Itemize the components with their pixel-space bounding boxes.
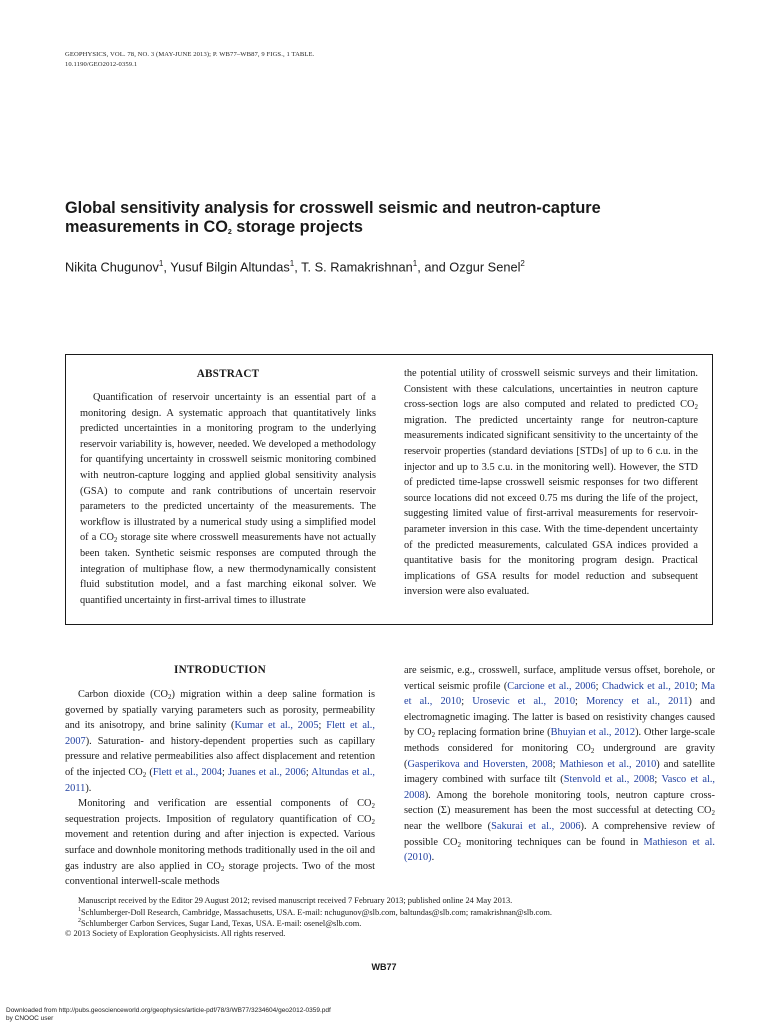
text: near the wellbore ( <box>404 820 492 832</box>
abstract-text: storage site where crosswell measurements have not actually been taken. Synthetic seismic responses are computed through the integration of multiphase flow, a new thermodynamically consistent fluid substitution model, and a fast marching eikonal solver. We quantified uncertainty in first-arrival times to illustrate <box>80 532 376 606</box>
text: ; <box>222 766 229 778</box>
citation-link[interactable]: Flett et al., 2007 <box>65 720 375 747</box>
footnote-text: Schlumberger-Doll Research, Cambridge, Massachusetts, USA. E-mail: nchugunov@slb.com, baltundas@slb.com; ramakrishnan@slb.com. <box>81 907 553 917</box>
subscript: 2 <box>431 731 436 740</box>
text: ; <box>461 696 473 708</box>
abstract-text: Quantification of reservoir uncertainty is an essential part of a monitoring design. A systematic approach that quantitatively links predicted uncertainties in a monitoring program to the underlying reservoir variability is, however, needed. We developed a methodology for quantifying uncertainty in crosswell seismic monitoring combined with neutron-capture logging and applied global sensitivity analysis (GSA) to compute and rank contributions of uncertain reservoir parameters to the predicted uncertainty of the measurements. The workflow is illustrated by a numerical study using a simplified model of a CO <box>80 392 376 544</box>
subscript: 2 <box>371 817 375 826</box>
text: underground are gravity ( <box>404 742 715 770</box>
separator: , and <box>417 259 450 275</box>
citation-link[interactable]: Gasperikova and Hoversten, 2008 <box>407 758 553 770</box>
author-list <box>65 259 715 274</box>
abstract-heading: ABSTRACT <box>196 368 260 380</box>
footnotes <box>65 896 715 939</box>
citation-link[interactable]: Kumar et al., 2005 <box>234 720 319 732</box>
abstract-text: the potential utility of crosswell seismic surveys and their limitation. Consistent with these calculations, uncertainties in neutron capture cross-section logs are also computed and related to predicted CO <box>404 368 698 411</box>
footnote-affiliation-1 <box>65 906 715 918</box>
text: ). A comprehensive review of possible CO <box>404 820 715 848</box>
copyright: © 2013 Society of Exploration Geophysicists. All rights reserved. <box>65 928 286 938</box>
author-name: Yusuf Bilgin Altundas <box>170 259 290 275</box>
subscript: 2 <box>220 864 225 873</box>
citation-link[interactable]: Chadwick et al., 2010 <box>601 680 695 692</box>
subscript: 2 <box>457 840 461 849</box>
title-line-1: Global sensitivity analysis for crosswell seismic and neutron-capture <box>65 199 601 217</box>
subscript: 2 <box>694 403 698 412</box>
title-text: measurements in CO <box>65 218 228 236</box>
citation-link[interactable]: Altundas et al., 2011 <box>65 766 376 794</box>
author-name: T. S. Ramakrishnan <box>301 259 413 275</box>
introduction-right-column <box>404 663 715 866</box>
text: ). Among the borehole monitoring tools, neutron capture cross-section (Σ) measurement has been the most successful at detecting CO <box>404 789 715 817</box>
introduction-left-column <box>65 687 375 890</box>
subscript: 2 <box>711 809 715 818</box>
citation-link[interactable]: Juanes et al., 2006 <box>228 766 306 778</box>
paper-title <box>65 199 715 237</box>
title-line-2 <box>65 218 715 237</box>
download-user-line: by CNOOC user <box>6 1015 54 1022</box>
abstract-left-column <box>80 390 376 608</box>
citation-link[interactable]: Morency et al., 2011 <box>586 696 689 708</box>
text: . <box>431 852 435 864</box>
title-text: storage projects <box>231 218 363 236</box>
subscript: 2 <box>371 802 375 811</box>
citation-link[interactable]: Stenvold et al., 2008 <box>563 774 655 786</box>
citation-link[interactable]: Urosevic et al., 2010 <box>472 696 575 708</box>
text: replacing formation brine ( <box>435 727 551 739</box>
affiliation-mark: 1 <box>158 259 164 268</box>
download-url-line[interactable]: Downloaded from http://pubs.geoscienceworld.org/geophysics/article-pdf/78/3/WB77/3234604/geo2012-0359.pdf <box>6 1007 331 1014</box>
affiliation-mark: 1 <box>412 259 418 268</box>
download-notice <box>6 1007 331 1023</box>
received-dates: Manuscript received by the Editor 29 August 2012; revised manuscript received 7 February 2013; published online 24 May 2013. <box>78 896 513 905</box>
text: ) and electromagnetic imaging. The latter is based on resistivity changes caused by CO <box>404 696 715 739</box>
introduction-heading: INTRODUCTION <box>174 664 266 676</box>
text: ) migration within a deep saline formation is governed by spatially varying parameters such as porosity, permeability and its anisotropy, and brine salinity ( <box>65 689 375 732</box>
footnote-mark: 1 <box>78 906 81 913</box>
text: ; <box>305 766 312 778</box>
text: are seismic, e.g., crosswell, surface, amplitude versus offset, borehole, or vertical seismic profile ( <box>404 665 715 692</box>
footnote-mark: 2 <box>78 918 81 925</box>
abstract-right-column <box>404 366 698 600</box>
subscript: 2 <box>168 693 172 701</box>
footnote-text: Schlumberger Carbon Services, Sugar Land, Texas, USA. E-mail: osenel@slb.com. <box>81 919 362 929</box>
citation-link[interactable]: Mathieson et al., 2010 <box>559 758 657 770</box>
separator: , <box>163 259 171 275</box>
separator: , <box>294 259 302 275</box>
citation-link[interactable]: Sakurai et al., 2006 <box>491 820 581 832</box>
paragraph <box>65 687 375 796</box>
footnote-affiliation-2 <box>65 917 715 929</box>
text: movement and retention during and after injection is expected. Various surface and downhole monitoring methods traditionally used in the oil and gas industry are also applied in CO <box>65 829 375 872</box>
abstract-text: migration. The predicted uncertainty range for neutron-capture measurements indicated significant sensitivity to the uncertainty of the reservoir properties (standard deviations [STDs] of up to 6 c.u. in the injector and up to 3.5 c.u. in the monitoring well). However, the STD of predicted time-lapse crosswell seismic responses for two different source locations did not exceed 0.75 ms during the life of the project, suggesting limited value of first-arrival measurements for reservoir-parameter inversion in this case. With the time-dependent uncertainty of the predicted measurements, calculated GSA indices provided a quantitative basis for the monitoring program design. Practical implications of GSA results for model reduction and subsequent inversion were also evaluated. <box>404 414 698 598</box>
affiliation-mark: 1 <box>289 259 295 268</box>
text: ; <box>694 680 702 692</box>
citation-link[interactable]: Carcione et al., 2006 <box>507 680 596 692</box>
subscript: 2 <box>590 746 595 755</box>
text: ; <box>318 720 327 732</box>
text: ). Saturation- and history-dependent properties such as capillary pressure and relative permeabilities also affect displacement and retention of the injected CO <box>65 735 375 778</box>
text: monitoring techniques can be found in <box>460 836 644 848</box>
journal-info: GEOPHYSICS, VOL. 78, NO. 3 (MAY-JUNE 2013); P. WB77–WB87, 9 FIGS., 1 TABLE. <box>65 51 315 58</box>
text: storage projects. Two of the most conventional interwell-scale methods <box>65 860 375 888</box>
subscript: 2 <box>142 770 147 779</box>
text: sequestration projects. Imposition of regulatory quantification of CO <box>65 813 372 825</box>
text: ; <box>595 680 602 692</box>
citation-link[interactable]: Flett et al., 2004 <box>152 766 223 778</box>
text: ) and satellite imagery combined with surface tilt ( <box>404 758 715 786</box>
author-name: Nikita Chugunov <box>65 259 159 275</box>
citation-link[interactable]: Bhuyian et al., 2012 <box>550 727 636 739</box>
doi: 10.1190/GEO2012-0359.1 <box>65 61 138 68</box>
title-subscript: 2 <box>227 229 232 236</box>
page-number: WB77 <box>371 962 397 972</box>
text: ( <box>146 766 153 778</box>
text: Monitoring and verification are essential components of CO <box>78 798 372 810</box>
text: ; <box>552 758 560 770</box>
citation-link[interactable]: Ma et al., 2010 <box>404 680 716 708</box>
citation-link[interactable]: Mathieson et al. (2010) <box>404 836 715 864</box>
text: Carbon dioxide (CO <box>78 689 168 700</box>
subscript: 2 <box>113 536 118 545</box>
citation-link[interactable]: Vasco et al., 2008 <box>404 774 715 801</box>
text: ; <box>654 774 662 786</box>
text: ; <box>575 696 587 708</box>
affiliation-mark: 2 <box>520 259 525 268</box>
text: ). Other large-scale methods considered for monitoring CO <box>404 727 715 754</box>
paragraph <box>65 796 375 890</box>
text: ). <box>85 782 92 794</box>
author-name: Ozgur Senel <box>449 259 521 275</box>
